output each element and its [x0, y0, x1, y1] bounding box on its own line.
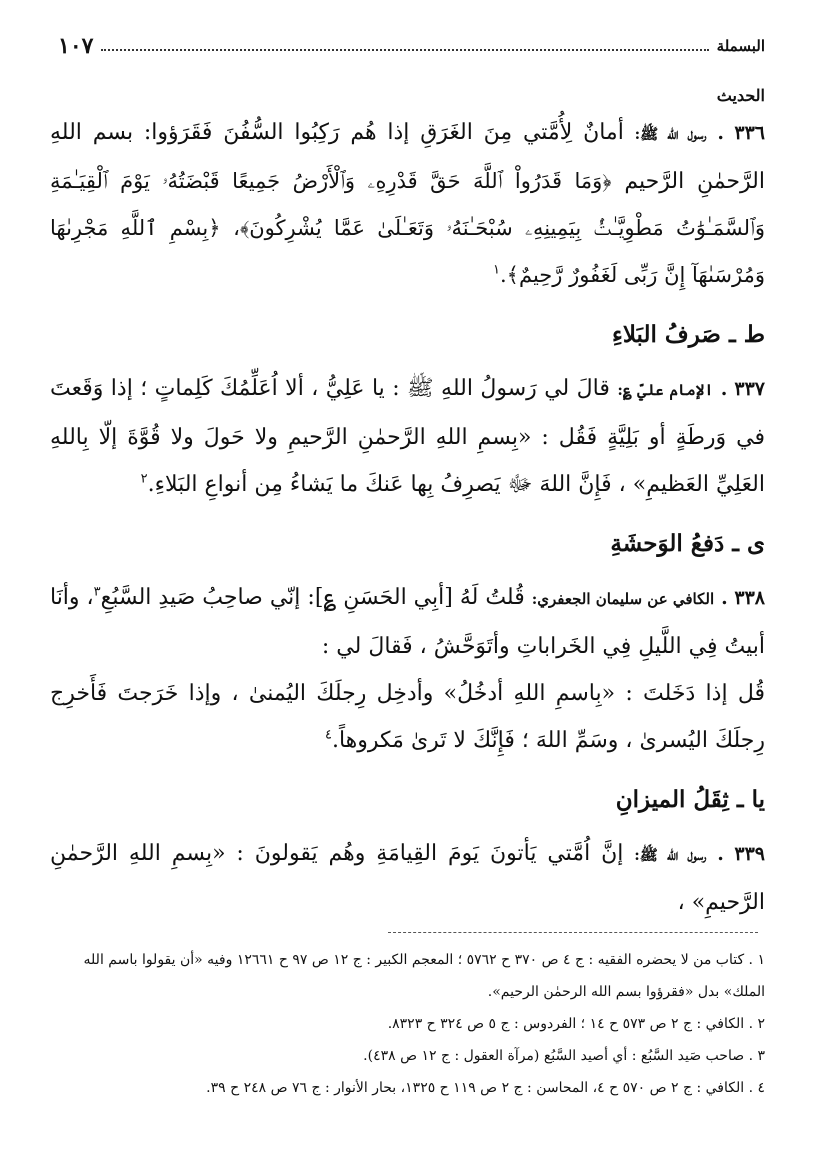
- hadith-entry-337: [50, 365, 765, 508]
- hadith-text: قُلتُ لَهُ [أبِي الحَسَنِ ؏]: إنّي صاحِبُ صَيدِ السَّبُعِ: [100, 585, 525, 610]
- footnote-ref: ٢: [140, 471, 148, 487]
- hadith-number: ٣٣٨ .: [721, 587, 765, 609]
- hadith-text: إنَّ اُمَّتي يَأتونَ يَومَ القِيامَةِ وهُم يَقولونَ : «بِسمِ اللهِ الرَّحمٰنِ الرَّحيمِ» ،: [50, 841, 765, 915]
- hadith-label: الحديث: [716, 86, 765, 105]
- hadith-text: ، وأنَا أبيتُ فِي اللَّيلِ فِي الخَراباتِ وأتَوَحَّشُ ، فَقالَ لي :: [49, 585, 765, 659]
- section-heading-t: ط ـ صَرفُ البَلاءِ: [612, 321, 765, 348]
- hadith-text: أمانٌ لِأُمَّتي مِنَ الغَرَقِ إذا هُم رَكِبُوا السُّفُنَ فَقَرَؤوا: بسم اللهِ الرَّحمٰنِ الرَّحيم: [50, 120, 765, 194]
- hadith-entry-339: [50, 830, 765, 926]
- hadith-source: رسول الله ﷺ:: [634, 125, 707, 143]
- hadith-source: رسول الله ﷺ:: [634, 846, 707, 864]
- footnote-divider: [388, 932, 758, 933]
- hadith-text: قُل إذا دَخَلتَ : «بِاسمِ اللهِ أدخُلُ» وأدخِل رِجلَكَ اليُمنىٰ ، وإذا خَرَجتَ فَأَخرِج رِجلَكَ اليُسرىٰ ، وسَمِّ اللهَ ؛ فَإِنَّكَ لا تَرىٰ مَكروهاً.: [50, 681, 765, 753]
- hadith-entry-336: [50, 109, 765, 299]
- footnotes: [50, 944, 765, 1104]
- hadith-number: ٣٣٦ .: [717, 122, 765, 144]
- hadith-entry-338: [50, 574, 765, 670]
- hadith-number: ٣٣٧ .: [720, 378, 765, 400]
- hadith-source: الإمام عليّ ؏:: [617, 381, 714, 399]
- hadith-text: قالَ لي رَسولُ اللهِ ﷺ : يا عَلِيُّ ، ألا اُعَلِّمُكَ كَلِماتٍ ؛ إذا وَقَعتَ في وَرطَةٍ أو بَلِيَّةٍ فَقُل : «بِسمِ اللهِ الرَّحمٰنِ الرَّحيمِ ولا حَولَ ولا قُوَّةَ إلّا بِاللهِ العَلِيِّ العَظيمِ» ، فَإِنَّ اللهَ ﷻ يَصرِفُ بِها عَنكَ ما يَشاءُ مِن أنواعِ البَلاءِ.: [50, 376, 765, 497]
- footnote-3: ٣ . صاحب صَيد السَّبُع : أي أصيد السَّبُع (مرآة العقول : ج ١٢ ص ٤٣٨).: [363, 1048, 765, 1064]
- section-heading-y: ى ـ دَفعُ الوَحشَةِ: [610, 530, 765, 557]
- footnote-2: ٢ . الكافي : ج ٢ ص ٥٧٣ ح ١٤ ؛ الفردوس : ج ٥ ص ٣٢٤ ح ٨٣٢٣.: [387, 1016, 765, 1032]
- section-heading-ya: يا ـ ثِقَلُ الميزانِ: [615, 786, 765, 813]
- hadith-number: ٣٣٩ .: [717, 843, 765, 865]
- header-title: البسملة: [716, 37, 765, 55]
- running-header: [58, 28, 765, 64]
- quran-verse: ﴿وَمَا قَدَرُواْ ٱللَّهَ حَقَّ قَدْرِهِۦ وَٱلْأَرْضُ جَمِيعًا قَبْضَتُهُۥ يَوْمَ ٱلْقِيَـٰمَةِ وَٱلسَّمَـٰوَٰتُ مَطْوِيَّـٰتُۢ بِيَمِينِهِۦ سُبْحَـٰنَهُۥ وَتَعَـٰلَىٰ عَمَّا يُشْرِكُونَ﴾،: [50, 169, 765, 240]
- hadith-source: الكافي عن سليمان الجعفري:: [531, 590, 715, 608]
- header-dot-leader: [101, 49, 708, 51]
- footnote-4: ٤ . الكافي : ج ٢ ص ٥٧٠ ح ٤، المحاسن : ج ٢ ص ١١٩ ح ١٣٢٥، بحار الأنوار : ج ٧٦ ص ٢٤٨ ح ٣٩.: [206, 1080, 765, 1096]
- footnote-ref: ٤: [324, 727, 332, 743]
- hadith-entry-338-quote: [50, 670, 765, 764]
- footnote-ref: ٣: [93, 584, 101, 600]
- quran-verse: ﴿بِسْمِ ٱللَّهِ مَجْرِىٰهَا وَمُرْسَىٰهَآ إِنَّ رَبِّى لَغَفُورٌ رَّحِيمٌ﴾.: [50, 216, 765, 287]
- page-number: ١٠٧: [58, 33, 94, 59]
- main-text: [50, 78, 765, 926]
- footnote-ref: ١: [493, 262, 500, 278]
- footnote-1: ١ . كتاب من لا يحضره الفقيه : ج ٤ ص ٣٧٠ ح ٥٧٦٢ ؛ المعجم الكبير : ج ١٢ ص ٩٧ ح ١٢٦٦١ وفيه «أن يقولوا باسم الله الملك» بدل «فقرؤوا بسم الله الرحمٰن الرحيم».: [83, 952, 765, 1000]
